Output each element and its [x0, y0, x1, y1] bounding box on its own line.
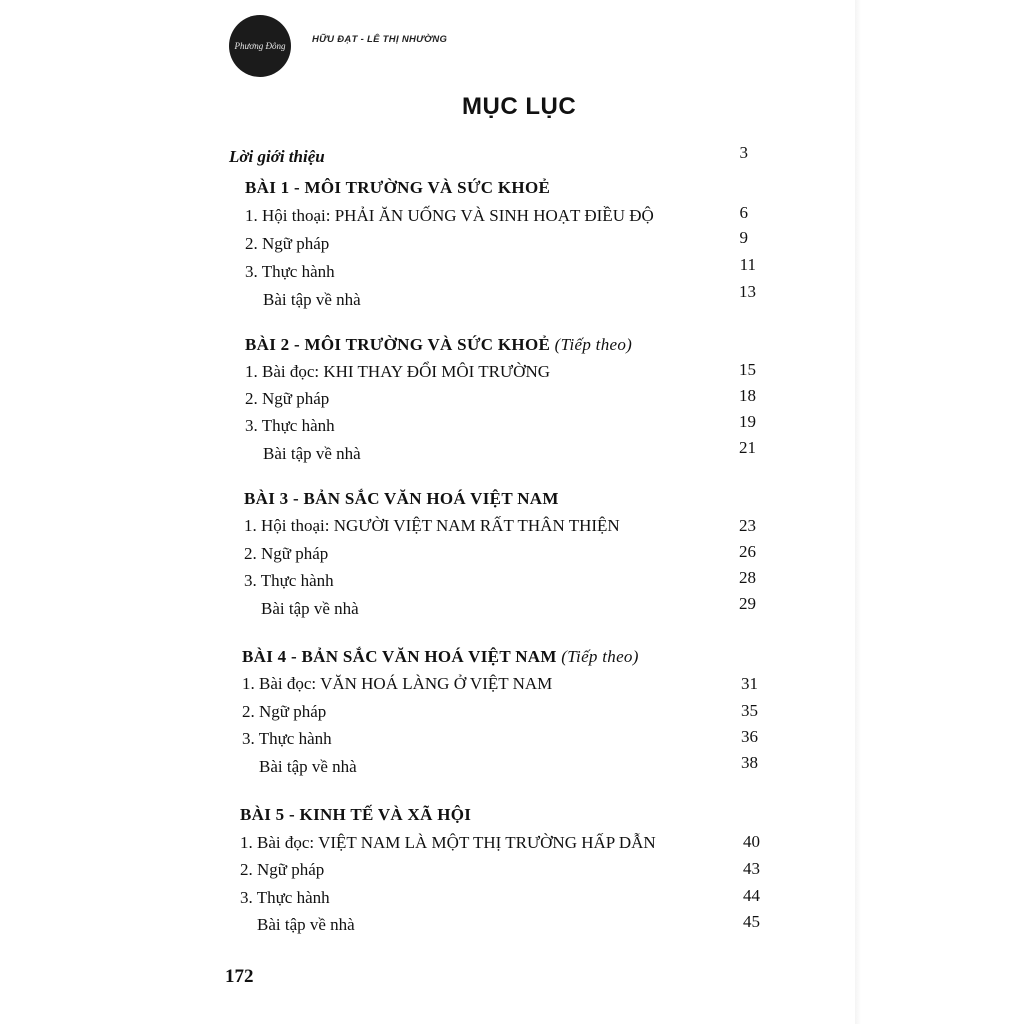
toc-entry-page: 21 — [739, 438, 756, 457]
toc-entry-label: 2. Ngữ pháp — [242, 702, 327, 721]
toc-entry-page: 15 — [739, 360, 756, 379]
toc-entry-page: 6 — [739, 203, 748, 222]
toc-entry-page: 13 — [739, 282, 756, 301]
toc-entry-page: 11 — [739, 255, 756, 274]
toc-entry-label: 3. Thực hành — [245, 416, 335, 435]
toc-entry-page: 19 — [739, 412, 756, 431]
toc-entry-label: 3. Thực hành — [244, 571, 334, 590]
toc-entry-page: 9 — [739, 228, 748, 247]
toc-entry-label: Bài tập về nhà — [257, 915, 355, 934]
toc-entry-label: Lời giới thiệu — [229, 147, 325, 166]
toc-entry-page: 35 — [741, 701, 758, 720]
toc-entry-page: 26 — [739, 542, 756, 561]
toc-entry-label: 3. Thực hành — [240, 888, 330, 907]
toc-entry-page: 36 — [741, 727, 758, 746]
page-edge-shadow — [855, 0, 861, 1024]
toc-entry-page: 23 — [739, 516, 756, 535]
toc-entry-label: Bài tập về nhà — [263, 290, 361, 309]
toc-entry-label: 1. Hội thoại: PHẢI ĂN UỐNG VÀ SINH HOẠT ĐIỀU ĐỘ — [245, 206, 654, 225]
toc-entry-page: 43 — [743, 859, 760, 878]
toc-entry-label: 2. Ngữ pháp — [244, 544, 329, 563]
toc-entry-label: 2. Ngữ pháp — [245, 234, 330, 253]
toc-entry-label: 1. Bài đọc: KHI THAY ĐỔI MÔI TRƯỜNG — [245, 362, 551, 381]
toc-entry-page: 31 — [741, 674, 758, 693]
toc-entry-label: 1. Bài đọc: VIỆT NAM LÀ MỘT THỊ TRƯỜNG HẤP DẪN — [240, 833, 656, 852]
toc-entry-page: 44 — [743, 886, 760, 905]
publisher-logo-text: Phương Đông — [234, 41, 286, 51]
toc-entry-page: 3 — [739, 143, 748, 162]
toc-entry-page: 45 — [743, 912, 760, 931]
toc-entry-label: 2. Ngữ pháp — [245, 389, 330, 408]
toc-entry-page: 38 — [741, 753, 758, 772]
running-header-authors: HỮU ĐẠT - LÊ THỊ NHƯỜNG — [312, 34, 448, 45]
toc-entry-label: Bài tập về nhà — [263, 444, 361, 463]
toc-title: MỤC LỤC — [462, 93, 577, 120]
toc-entry-label: Bài tập về nhà — [259, 757, 357, 776]
publisher-logo — [229, 15, 291, 77]
toc-entry-page: 29 — [739, 594, 756, 613]
toc-entry-page: 40 — [743, 832, 760, 851]
toc-entry-label: 1. Hội thoại: NGƯỜI VIỆT NAM RẤT THÂN THIỆN — [244, 516, 620, 535]
toc-entry-page: 28 — [739, 568, 756, 587]
page-number: 172 — [225, 966, 254, 987]
book-page: Phương Đông HỮU ĐẠT - LÊ THỊ NHƯỜNG MỤC LỤC Lời giới thiệu 3 BÀI 1 - MÔI TRƯỜNG VÀ SỨC KHOẺ 1. Hội thoại: PHẢI ĂN UỐNG VÀ SINH HOẠT ĐIỀU ĐỘ 6 2. Ngữ pháp 9 3. Thực hành 11 Bài tập về nhà 13 BÀI 2 - MÔI TRƯỜNG VÀ SỨC KHOẺ (Tiếp theo) 1. Bài đọc: KHI THAY ĐỔI MÔI TRƯỜNG 15 2. Ngữ pháp 18 3. Thực hành 19 Bài tập về nhà 21 BÀI 3 - BẢN SẮC VĂN HOÁ VIỆT NAM 1. Hội thoại: NGƯỜI VIỆT NAM RẤT THÂN THIỆN 23 2. Ngữ pháp 26 3. Thực hành 28 Bài tập về nhà 29 BÀI 4 - BẢN SẮC VĂN HOÁ VIỆT NAM (Tiếp theo) 1. Bài đọc: VĂN HOÁ LÀNG Ở VIỆT NAM 31 2. Ngữ pháp 35 3. Thực hành 36 Bài tập về nhà 38 BÀI 5 - KINH TẾ VÀ XÃ HỘI 1. Bài đọc: VIỆT NAM LÀ MỘT THỊ TRƯỜNG HẤP DẪN 40 2. Ngữ pháp 43 3. Thực hành 44 Bài tập về nhà 45 172 — [0, 0, 1024, 1024]
toc-entry-label: 3. Thực hành — [245, 262, 335, 281]
toc-entry-label: 3. Thực hành — [242, 729, 332, 748]
toc-entry-page: 18 — [739, 386, 756, 405]
toc-entry-label: Bài tập về nhà — [261, 599, 359, 618]
toc-entry-label: 1. Bài đọc: VĂN HOÁ LÀNG Ở VIỆT NAM — [242, 674, 553, 693]
toc-entry-label: 2. Ngữ pháp — [240, 860, 325, 879]
